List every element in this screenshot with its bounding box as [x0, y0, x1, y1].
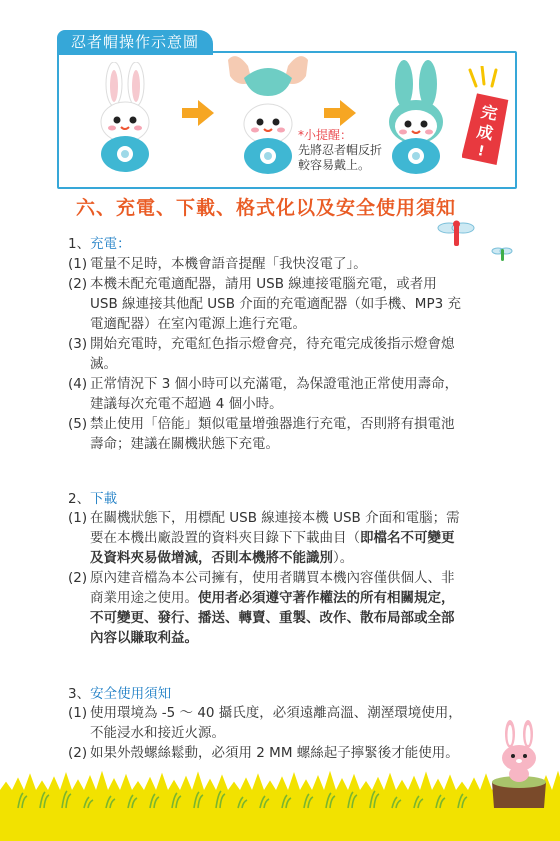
tip-title: *小提醒：: [298, 128, 353, 142]
rabbit-with-hat-image: [376, 60, 456, 176]
done-stamp-char-2: 成: [475, 121, 495, 144]
list-item: (2) 原內建音檔為本公司擁有，使用者購買本機內容僅供個人、非: [68, 570, 455, 586]
list-item: (1) 電量不足時，本機會語音提醒「我快沒電了」。: [68, 256, 367, 272]
safety-list: (1) 使用環境為 -5 ～ 40 攝氏度，必須遠離高溫、潮溼環境使用， 不能浸水和接近火源。 (2) 如果外殼螺絲鬆動，必須用 2 MM 螺絲起子擰緊後才能使用。: [68, 705, 462, 761]
download-list: (1) 在關機狀態下，用標配 USB 線連接本機 USB 介面和電腦；需 要在本機出廠設置的資料夾目錄下下載曲目（即檔名不可變更 及資料夾易做增減，否則本機將不能識別）。 (2) 原內建音檔為本公司擁有，使用者購買本機內容僅供個人、非 商業用途之使用。使用者必須遵守著作權法的所有相關規定， 不可變更、發行、播送、轉賣、重製、改作、散布局部或全部 內容以賺取利益。: [68, 510, 460, 646]
demo-title-tab: 忍者帽操作示意圖: [57, 30, 213, 55]
grass-decoration: [0, 760, 560, 841]
list-item: (2) 本機未配充電適配器，請用 USB 線連接電腦充電，或者用: [68, 276, 437, 292]
tip-line-2: 較容易戴上。: [298, 158, 371, 172]
list-item: (4) 正常情況下 3 個小時可以充滿電，為保證電池正常使用壽命，: [68, 376, 459, 392]
charging-list: (1) 電量不足時，本機會語音提醒「我快沒電了」。 (2) 本機未配充電適配器，請用 USB 線連接電腦充電，或者用 USB 線連接其他配 USB 介面的充電適配器（如手機、MP3 充 電適配器）在室內電源上進行充電。 (3) 開始充電時，充電紅色指示燈會亮，待充電完成後指示燈會熄 滅。 (4) 正常情況下 3 個小時可以充滿電，為保證電池正常使用壽命， 建議每次充電不超過 4 個小時。 (5) 禁止使用「倍能」類似電量增強器進行充電，否則將有損電池 壽命；建議在關機狀態下充電。: [68, 256, 461, 452]
list-item: (1) 使用環境為 -5 ～ 40 攝氏度，必須遠離高溫、潮溼環境使用，: [68, 705, 462, 721]
subsection-safety-title: 3、安全使用須知: [68, 686, 172, 702]
dragonfly-icon: [435, 220, 477, 248]
arrow-right-icon: [182, 100, 214, 126]
subsection-charging-title: 1、充電：: [68, 236, 131, 252]
list-item: (2) 如果外殼螺絲鬆動，必須用 2 MM 螺絲起子擰緊後才能使用。: [68, 745, 459, 761]
list-item: (1) 在關機狀態下，用標配 USB 線連接本機 USB 介面和電腦；需: [68, 510, 460, 526]
subsection-download-title: 2、下載: [68, 491, 118, 507]
done-stamp-char-3: !: [476, 142, 486, 160]
dragonfly-small-icon: [490, 246, 514, 262]
list-item: (5) 禁止使用「倍能」類似電量增強器進行充電，否則將有損電池: [68, 416, 455, 432]
section-heading: 六、充電、下載、格式化以及安全使用須知: [76, 197, 457, 219]
arrow-right-icon: [324, 100, 356, 126]
done-stamp-char-1: 完: [479, 101, 500, 124]
tip-line-1: 先將忍者帽反折: [298, 143, 383, 157]
rabbit-toy-image: [90, 62, 160, 174]
done-stamp: [462, 66, 510, 176]
list-item: (3) 開始充電時，充電紅色指示燈會亮，待充電完成後指示燈會熄: [68, 336, 455, 352]
tip-box: [298, 126, 382, 173]
pink-rabbit-stump-image: [484, 720, 554, 810]
